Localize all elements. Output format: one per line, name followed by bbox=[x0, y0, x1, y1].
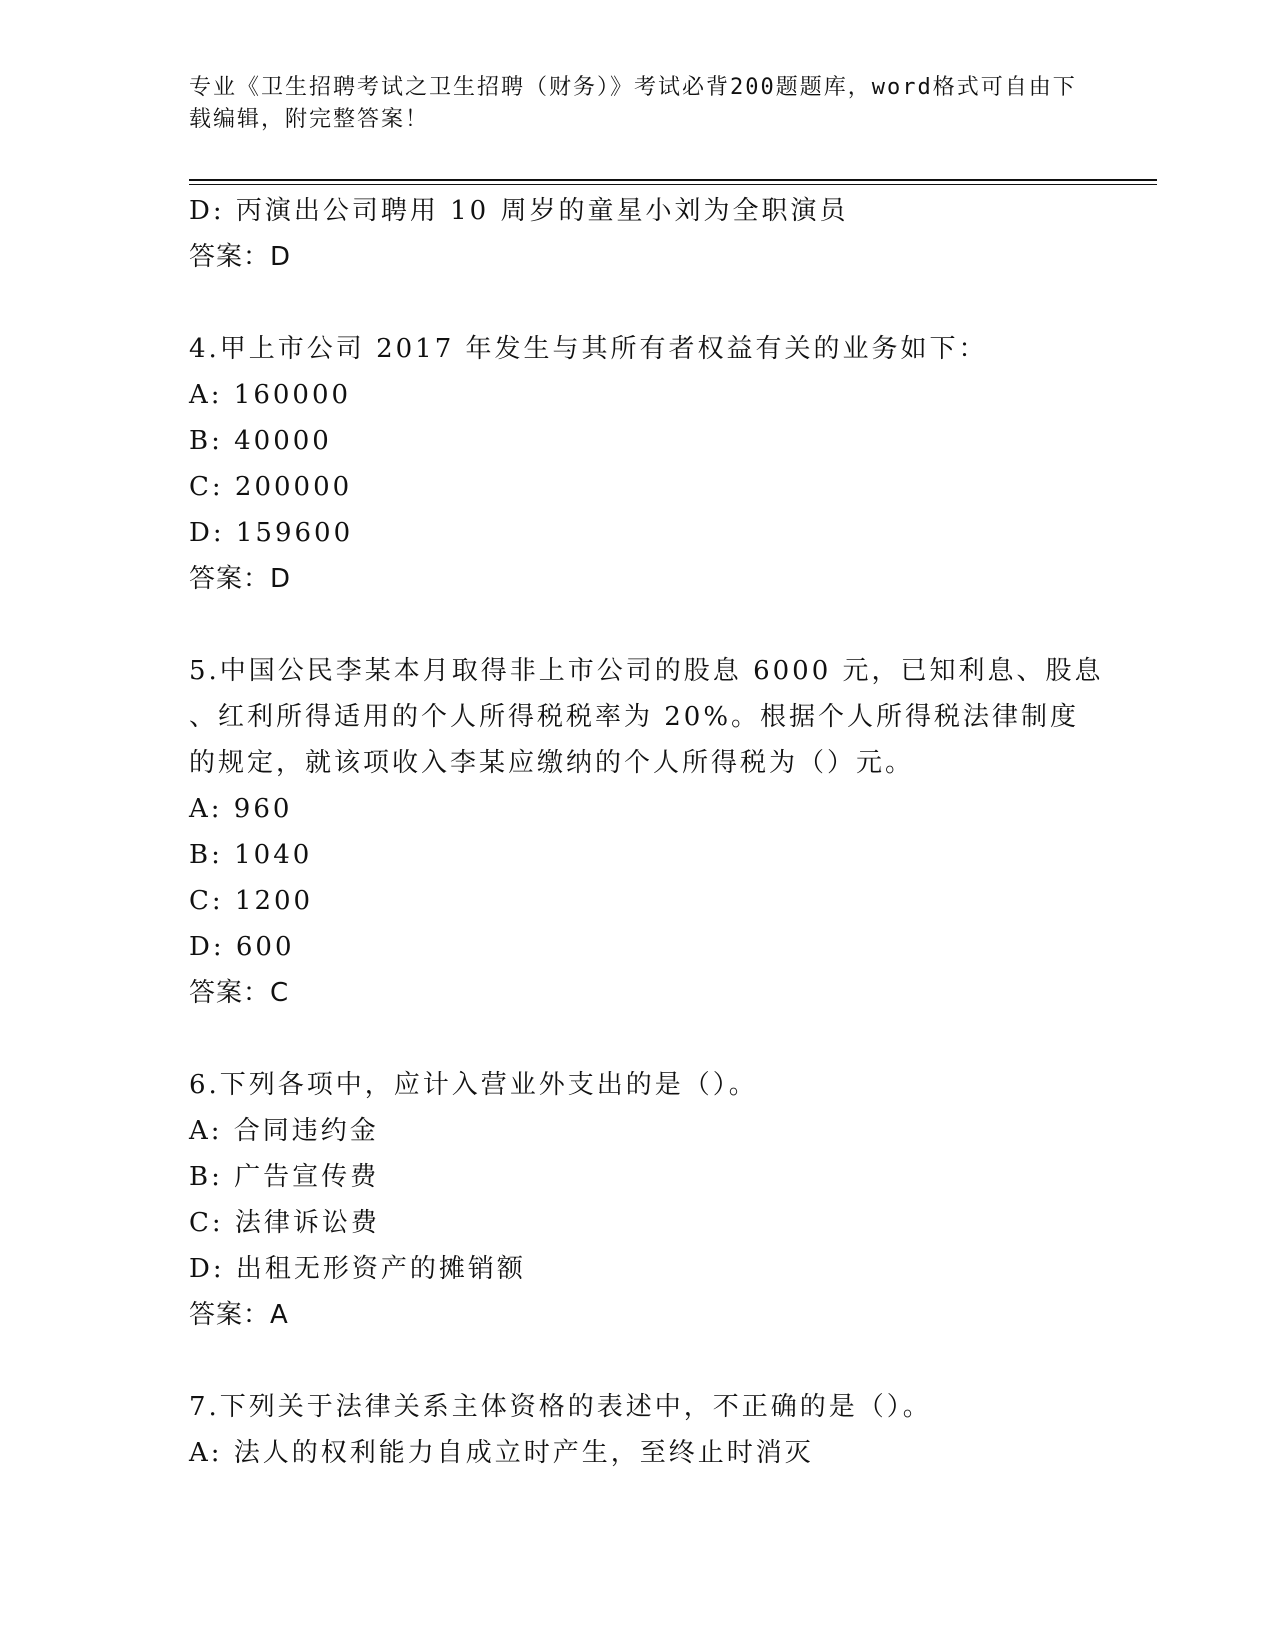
option-b: B: 40000 bbox=[189, 426, 332, 456]
question-stem: 4.甲上市公司 2017 年发生与其所有者权益有关的业务如下： bbox=[189, 334, 988, 364]
option-d: D: 丙演出公司聘用 10 周岁的童星小刘为全职演员 bbox=[189, 196, 849, 226]
option-c: C: 1200 bbox=[189, 886, 314, 916]
question-stem: 7.下列关于法律关系主体资格的表述中，不正确的是（）。 bbox=[189, 1392, 932, 1422]
option-d: D: 出租无形资产的摊销额 bbox=[189, 1254, 526, 1284]
option-c: C: 法律诉讼费 bbox=[189, 1208, 380, 1238]
question-stem-line: 、红利所得适用的个人所得税税率为 20%。根据个人所得税法律制度 bbox=[189, 702, 1080, 732]
question-stem: 6.下列各项中，应计入营业外支出的是（）。 bbox=[189, 1070, 758, 1100]
answer-line: 答案：A bbox=[189, 1300, 289, 1330]
question-7 bbox=[189, 1384, 1089, 1476]
option-a: A: 合同违约金 bbox=[189, 1116, 379, 1146]
option-d: D: 159600 bbox=[189, 518, 354, 548]
answer-line: 答案：D bbox=[189, 242, 292, 272]
question-6 bbox=[189, 1062, 1089, 1338]
question-4 bbox=[189, 326, 1089, 602]
header-divider-thin bbox=[189, 184, 1157, 185]
option-b: B: 1040 bbox=[189, 840, 313, 870]
option-a: A: 960 bbox=[189, 794, 293, 824]
answer-line: 答案：D bbox=[189, 564, 292, 594]
option-c: C: 200000 bbox=[189, 472, 353, 502]
question-stem-line: 5.中国公民李某本月取得非上市公司的股息 6000 元，已知利息、股息 bbox=[189, 656, 1104, 686]
question-3-fragment bbox=[189, 188, 1089, 280]
question-5 bbox=[189, 648, 1104, 1016]
header-divider-thick bbox=[189, 179, 1157, 181]
answer-line: 答案：C bbox=[189, 978, 290, 1008]
document-body bbox=[189, 188, 1104, 1476]
option-b: B: 广告宣传费 bbox=[189, 1162, 380, 1192]
option-a: A: 160000 bbox=[189, 380, 352, 410]
option-d: D: 600 bbox=[189, 932, 295, 962]
document-header: 专业《卫生招聘考试之卫生招聘（财务）》考试必背200题题库，word格式可自由下载编辑，附完整答案！ bbox=[189, 75, 1077, 132]
option-a: A: 法人的权利能力自成立时产生，至终止时消灭 bbox=[189, 1438, 814, 1468]
question-stem-line: 的规定，就该项收入李某应缴纳的个人所得税为（）元。 bbox=[189, 748, 915, 778]
